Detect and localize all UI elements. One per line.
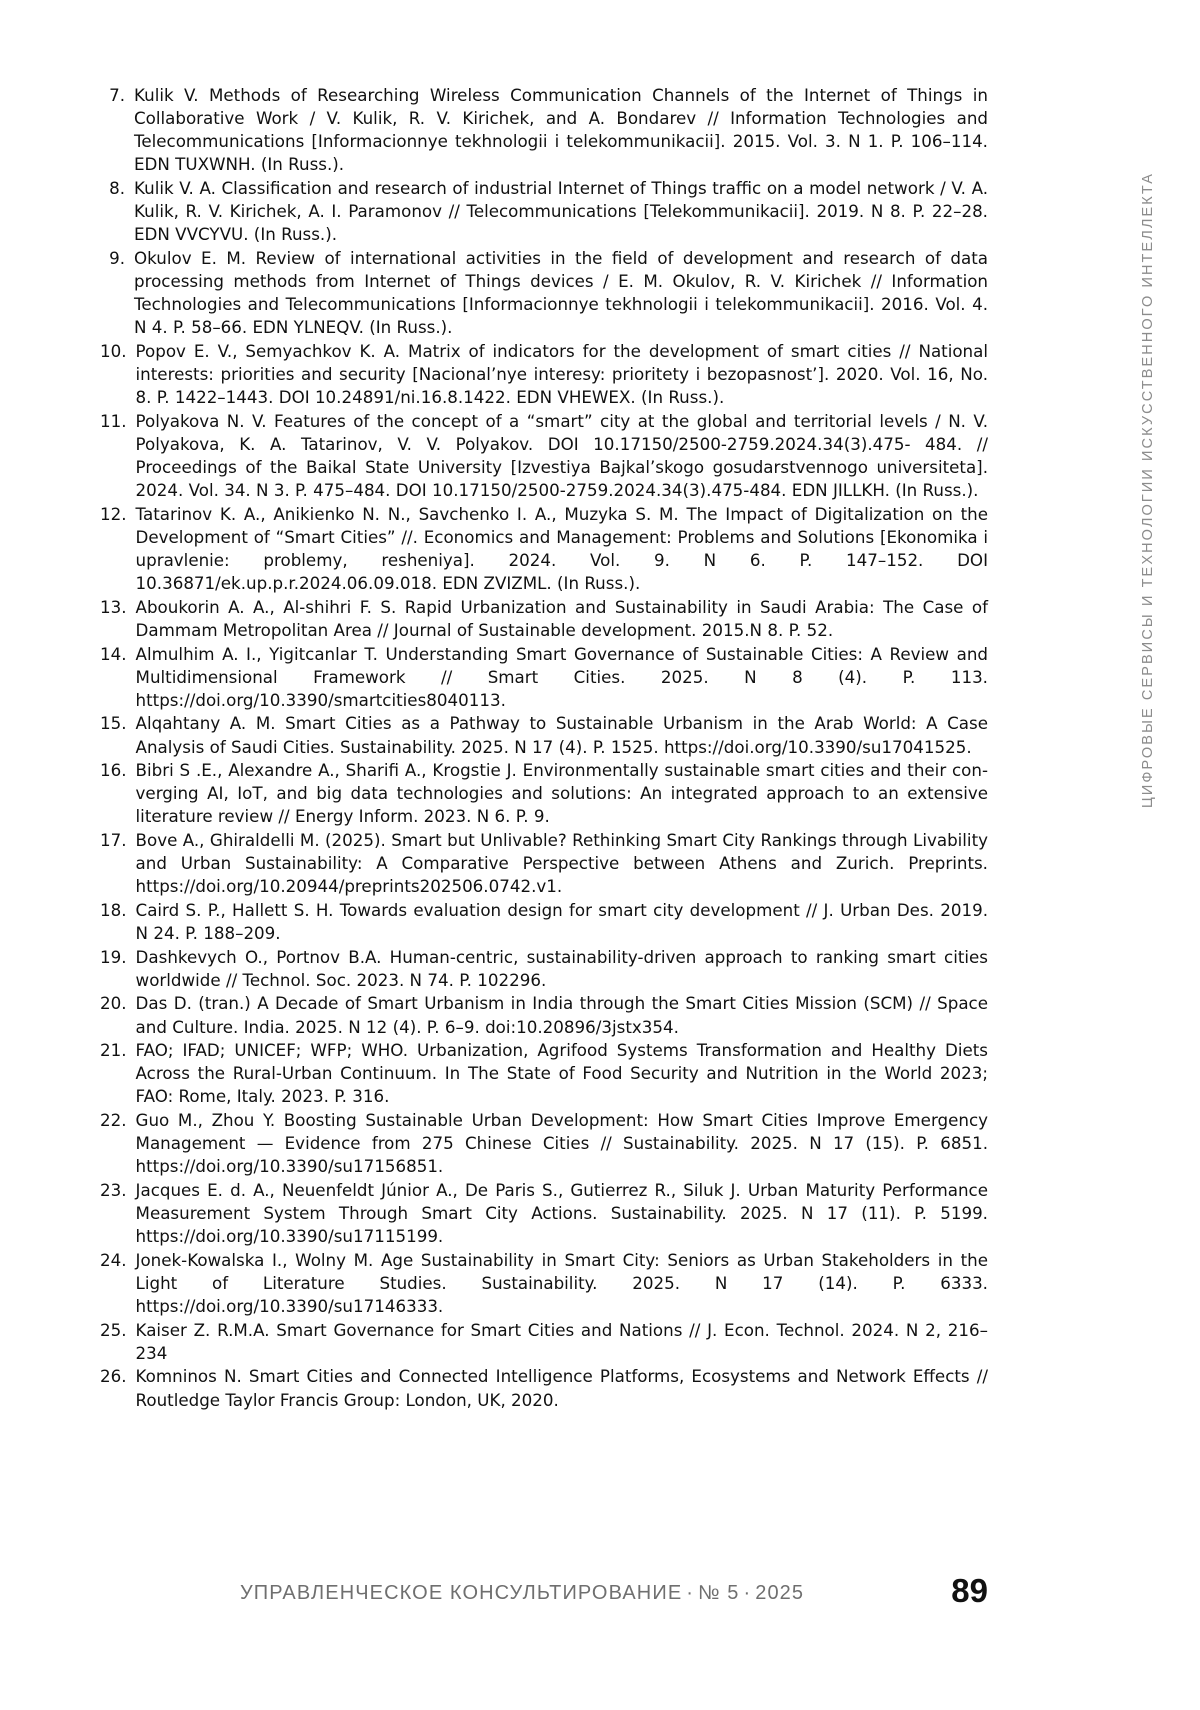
reference-text: Kaiser Z. R.M.A. Smart Governance for Smart Cities and Nations // J. Econ. Technol. 2024. N 2, 216–234 (135, 1319, 988, 1363)
list-item (100, 1039, 988, 1108)
footer-issue: № 5 (698, 1582, 740, 1604)
reference-text: Jacques E. d. A., Neuenfeldt Júnior A., De Paris S., Gutierrez R., Siluk J. Urban Maturity Performance Measurement System Through Smart City Actions. Sustainability. 2025. N 17 (11). P. 5199. https://doi.org/10.3390/su17115199. (135, 1179, 988, 1247)
list-item (100, 643, 988, 712)
footer-separator-dot-2: · (743, 1582, 752, 1604)
list-item (100, 946, 988, 992)
reference-number: 24. (100, 1249, 127, 1270)
reference-text: Alqahtany A. M. Smart Cities as a Pathway to Sustainable Urbanism in the Arab World: A Case Analysis of Saudi Cities. Sustainability. 2025. N 17 (4). P. 1525. https://doi.org/10.3390/su17041525. (135, 713, 988, 757)
list-item (100, 596, 988, 642)
footer-journal-line (240, 1582, 804, 1605)
reference-text: Almulhim A. I., Yigitcanlar T. Understanding Smart Governance of Sustainable Cities: A Review and Multidimensional Framework // Smart Cities. 2025. N 8 (4). P. 113. https://doi.org/10.3390/smartcities8040113. (135, 643, 988, 710)
reference-text: Komninos N. Smart Cities and Connected Intelligence Platforms, Ecosystems and Network Effects // Routledge Taylor Francis Group: London, UK, 2020. (135, 1366, 988, 1410)
reference-number: 23. (100, 1179, 127, 1200)
reference-number: 26. (100, 1366, 127, 1387)
reference-number: 22. (100, 1110, 127, 1130)
reference-text: Jonek-Kowalska I., Wolny M. Age Sustainability in Smart City: Seniors as Urban Stakeholders in the Light of Literature Studies. Sustainability. 2025. N 17 (14). P. 6333. https://doi.org/10.3390/su17146333. (135, 1249, 988, 1316)
list-item (100, 1179, 988, 1248)
reference-number: 11. (100, 410, 127, 431)
reference-number: 25. (100, 1319, 127, 1340)
list-item (100, 899, 988, 945)
footer-year: 2025 (755, 1582, 805, 1604)
reference-number: 21. (100, 1040, 127, 1061)
reference-number: 9. (109, 247, 125, 268)
reference-number: 20. (100, 993, 127, 1014)
reference-number: 10. (100, 340, 127, 361)
list-item (100, 503, 988, 596)
list-item (100, 1319, 988, 1365)
reference-text: Aboukorin A. A., Al-shihri F. S. Rapid Urbanization and Sustainability in Saudi Arabia: The Case of Dammam Metropolitan Area // Journal of Sustainable development. 2015.N 8. P. 52. (135, 596, 988, 640)
page-footer (0, 1572, 1200, 1618)
footer-journal-title: УПРАВЛЕНЧЕСКОЕ КОНСУЛЬТИРОВАНИЕ (240, 1582, 683, 1604)
list-item (100, 1365, 988, 1411)
reference-text: Kulik V. A. Classification and research of industrial Internet of Things traffic on a model network / V. A. Kulik, R. V. Kirichek, A. I. Paramonov // Telecommunications [Telekommunikacii]. 2019. N 8. P. 22–28. EDN VVCYVU. (In Russ.). (134, 178, 988, 245)
footer-separator-dot: · (686, 1582, 695, 1604)
reference-text: Bove A., Ghiraldelli M. (2025). Smart but Unlivable? Rethinking Smart City Rankings through Livability and Urban Sustainability: A Comparative Perspective between Athens and Zurich. Preprints. https://doi.org/10.20944/preprints202506.0742.v1. (135, 830, 988, 897)
reference-number: 17. (100, 830, 127, 850)
reference-text: Okulov E. M. Review of international activities in the field of development and research of data processing methods from Internet of Things devices / E. M. Okulov, R. V. Kirichek // Information Technologies and Telecommunications [Informacionnye tekhnologii i telekommunikacii]. 2016. Vol. 4. N 4. P. 58–66. EDN YLNEQV. (In Russ.). (134, 247, 988, 338)
reference-number: 8. (109, 178, 125, 198)
reference-text: Polyakova N. V. Features of the concept of a “smart” city at the global and territorial levels / N. V. Polyakova, K. A. Tatarinov, V. V. Polyakov. DOI 10.17150/2500-2759.2024.34(3).475- 484. // Proceedings of the Baikal State University [Izvestiya Bajkal’skogo gosudarstvennogo universiteta]. 2024. Vol. 34. N 3. P. 475–484. DOI 10.17150/2500-2759.2024.34(3).475-484. EDN JILLKH. (In Russ.). (135, 410, 988, 501)
reference-number: 15. (100, 713, 127, 734)
page-number: 89 (951, 1572, 988, 1609)
reference-number: 19. (100, 946, 127, 967)
reference-text: Kulik V. Methods of Researching Wireless Communication Channels of the Internet of Things in Collaborative Work / V. Kulik, R. V. Kirichek, and A. Bondarev // Information Technologies and Telecommunications [Informacionnye tekhnologii i telekommunikacii]. 2015. Vol. 3. N 1. P. 106–114. EDN TUXWNH. (In Russ.). (134, 85, 988, 175)
reference-number: 18. (100, 899, 127, 920)
reference-number: 16. (100, 760, 127, 781)
list-item (100, 1249, 988, 1318)
reference-number: 7. (109, 85, 125, 105)
list-item (100, 177, 988, 246)
reference-text: Caird S. P., Hallett S. H. Towards evaluation design for smart city development // J. Urban Des. 2019. N 24. P. 188–209. (135, 899, 988, 943)
sidebar-section-label: ЦИФРОВЫЕ СЕРВИСЫ И ТЕХНОЛОГИИ ИСКУССТВЕННОГО ИНТЕЛЛЕКТА (1140, 171, 1156, 808)
reference-text: Das D. (tran.) A Decade of Smart Urbanism in India through the Smart Cities Mission (SCM) // Space and Culture. India. 2025. N 12 (4). P. 6–9. doi:10.20896/3jstx354. (135, 993, 988, 1037)
list-item (100, 1109, 988, 1178)
reference-text: FAO; IFAD; UNICEF; WFP; WHO. Urbanization, Agrifood Systems Transformation and Healthy Diets Across the Rural-Urban Continuum. In The State of Food Security and Nutrition in the World 2023; FAO: Rome, Italy. 2023. P. 316. (135, 1040, 988, 1107)
reference-text: Tatarinov K. A., Anikienko N. N., Savchenko I. A., Muzyka S. M. The Impact of Digitalization on the Development of “Smart Cities” //. Economics and Management: Problems and Solutions [Ekonomika i upravlenie: problemy, resheniya]. 2024. Vol. 9. N 6. P. 147–152. DOI 10.36871/ek.up.p.r.2024.06.09.018. EDN ZVIZML. (In Russ.). (135, 503, 988, 594)
reference-text: Dashkevych O., Portnov B.A. Human-centric, sustainability-driven approach to ranking smart cities worldwide // Technol. Soc. 2023. N 74. P. 102296. (135, 946, 988, 990)
reference-text: Bibri S .E., Alexandre A., Sharifi A., Krogstie J. Environmentally sustainable smart cities and their con-verging AI, IoT, and big data technologies and solutions: An integrated approach to an extensive literature review // Energy Inform. 2023. N 6. P. 9. (135, 760, 988, 827)
reference-number: 13. (100, 596, 127, 617)
list-item (100, 759, 988, 828)
reference-text: Popov E. V., Semyachkov K. A. Matrix of indicators for the development of smart cities // National interests: priorities and security [Nacional’nye interesy: prioritety i bezopasnost’]. 2020. Vol. 16, No. 8. P. 1422–1443. DOI 10.24891/ni.16.8.1422. EDN VHEWEX. (In Russ.). (135, 340, 988, 408)
list-item (100, 84, 988, 177)
reference-text: Guo M., Zhou Y. Boosting Sustainable Urban Development: How Smart Cities Improve Emergency Management — Evidence from 275 Chinese Cities // Sustainability. 2025. N 17 (15). P. 6851. https://doi.org/10.3390/su17156851. (135, 1110, 988, 1177)
reference-number: 12. (100, 503, 127, 524)
list-item (100, 712, 988, 758)
list-item (100, 992, 988, 1038)
list-item (100, 340, 988, 409)
list-item (100, 829, 988, 898)
list-item (100, 410, 988, 503)
list-item (100, 247, 988, 340)
reference-number: 14. (100, 643, 127, 664)
reference-list (100, 84, 988, 1412)
